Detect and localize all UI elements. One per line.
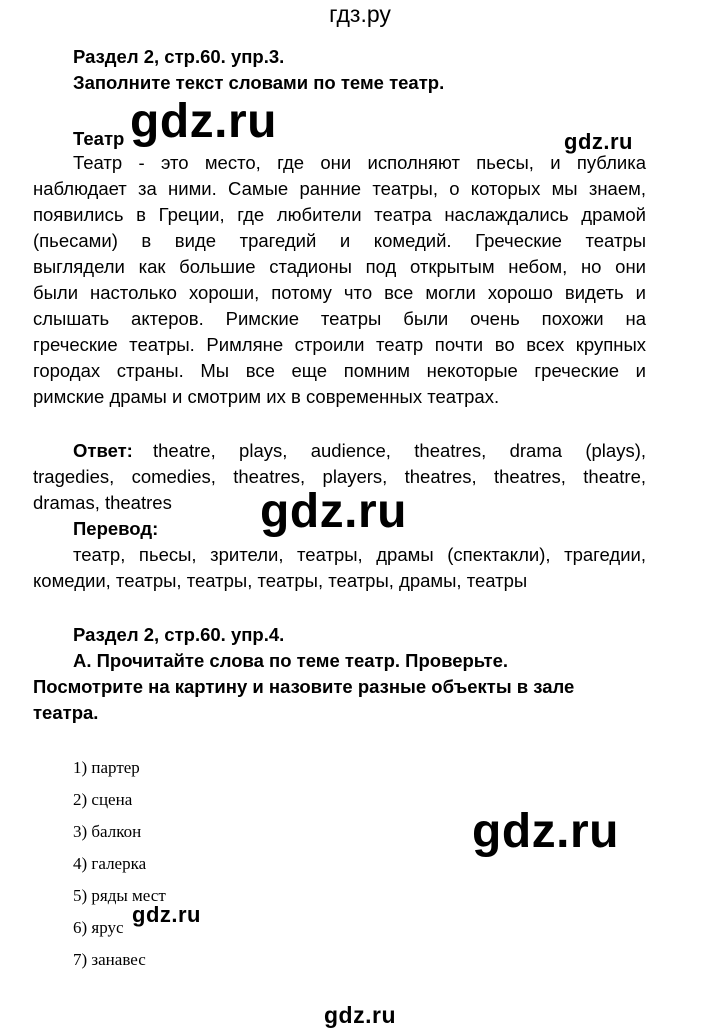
watermark-large: gdz.ru [130,95,277,148]
list-item: 5) ряды мест [73,886,166,905]
answer-line: dramas, theatres [33,492,172,513]
watermark-small: gdz.ru [132,902,201,927]
list-item: 4) галерка [73,854,147,873]
paragraph-line: появились в Греции, где любители театра наслаждались драмой [33,204,646,225]
list-item: 7) занавес [73,950,146,969]
watermark-large: gdz.ru [472,805,619,858]
translation-label: Перевод: [73,518,159,539]
list-item: 1) партер [73,758,140,777]
answer-line: theatre, plays, audience, theatres, drama (plays), [153,440,646,461]
section1-title: Раздел 2, стр.60. упр.3. [73,46,285,67]
section2-task-line: Посмотрите на картину и назовите разные объекты в зале [33,676,575,697]
watermark-small: gdz.ru [564,129,633,154]
section1-task: Заполните текст словами по теме театр. [73,72,445,93]
paragraph-line: были настолько хороши, потому что все могли хорошо видеть и [33,282,646,303]
section1-subheading: Театр [73,128,125,149]
site-header: гдз.ру [329,1,391,27]
translation-line: комедии, театры, театры, театры, театры, драмы, театры [33,570,528,591]
paragraph-line: Театр - это место, где они исполняют пьесы, и публика [73,152,646,173]
paragraph-line: наблюдает за ними. Самые ранние театры, о которых мы знаем, [33,178,646,199]
paragraph-line: (пьесами) в виде трагедий и комедий. Греческие театры [33,230,646,251]
translation-line: театр, пьесы, зрители, театры, драмы (спектакли), трагедии, [73,544,646,565]
paragraph-line: выглядели как большие стадионы под открытым небом, но они [33,256,646,277]
answer-label: Ответ: [73,440,133,461]
paragraph-line: слышать актеров. Римские театры были очень похожи на [33,308,646,329]
list-item: 3) балкон [73,822,142,841]
answer-line: tragedies, comedies, theatres, players, theatres, theatres, theatre, [33,466,646,487]
section2-title: Раздел 2, стр.60. упр.4. [73,624,285,645]
paragraph-line: городах страны. Мы все еще помним некоторые греческие и [33,360,646,381]
section2-task-line: театра. [33,702,99,723]
section2-task-line: А. Прочитайте слова по теме театр. Проверьте. [73,650,509,671]
paragraph-line: римские драмы и смотрим их в современных театрах. [33,386,500,407]
watermark-large: gdz.ru [260,485,407,538]
list-item: 6) ярус [73,918,124,937]
footer-watermark: gdz.ru [324,1002,396,1028]
list-item: 2) сцена [73,790,133,809]
paragraph-line: греческие театры. Римляне строили театр почти во всех крупных [33,334,646,355]
